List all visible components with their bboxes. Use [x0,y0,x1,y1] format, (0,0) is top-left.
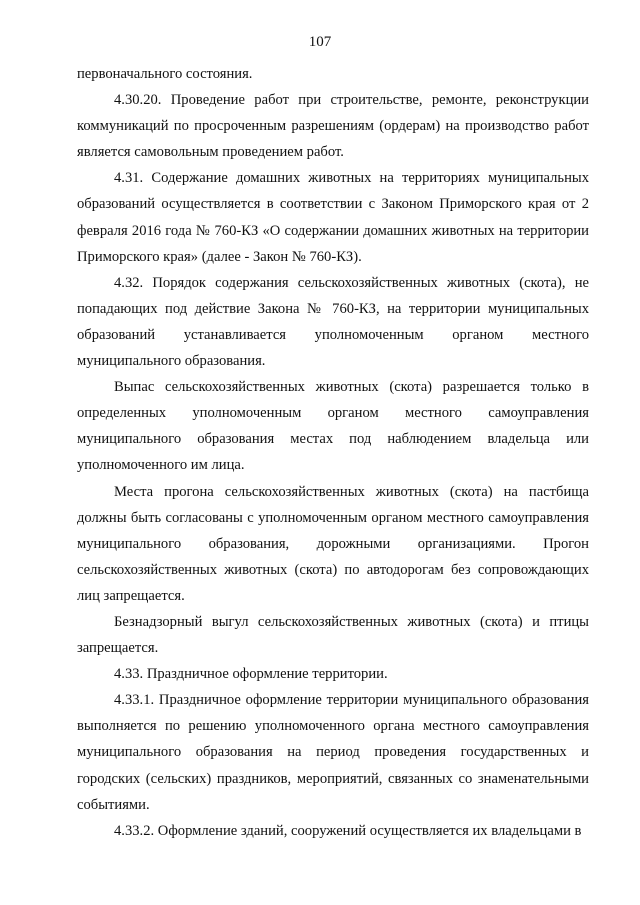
paragraph-4-33-1: 4.33.1. Праздничное оформление территории муниципального образования выполняется по решению уполномоченного органа местного самоуправления муниципального образования на период проведения государственных и городских (сельских) праздников, мероприятий, связанных со знаменательными событиями. [77,692,589,813]
document-body [77,61,589,844]
paragraph-unattended-walking: Безнадзорный выгул сельскохозяйственных животных (скота) и птицы запрещается. [77,613,589,657]
paragraph-4-33: 4.33. Праздничное оформление территории. [114,666,388,683]
paragraph-grazing: Выпас сельскохозяйственных животных (скота) разрешается только в определенных уполномоченным органом местного самоуправления муниципального образования местах под наблюдением владельца или уполномоченного им лица. [77,379,589,474]
paragraph-driving-routes: Места прогона сельскохозяйственных животных (скота) на пастбища должны быть согласованы с уполномоченным органом местного самоуправления муниципального образования, дорожными организациями. Прогон сельскохозяйственных животных (скота) по автодорогам без сопровождающих лиц запрещается. [77,483,589,604]
paragraph-4-33-2: 4.33.2. Оформление зданий, сооружений осуществляется их владельцами в [114,822,582,839]
paragraph-4-32: 4.32. Порядок содержания сельскохозяйственных животных (скота), не попадающих под действие Закона № 760-КЗ, на территории муниципальных образований устанавливается уполномоченным органом местного муниципального образования. [77,274,589,370]
paragraph-4-31: 4.31. Содержание домашних животных на территориях муниципальных образований осуществляется в соответствии с Законом Приморского края от 2 февраля 2016 года № 760-КЗ «О содержании домашних животных на территории Приморского края» (далее - Закон № 760-КЗ). [77,170,589,265]
page-number: 107 [308,34,332,50]
paragraph-4-30-20: 4.30.20. Проведение работ при строительстве, ремонте, реконструкции коммуникаций по просроченным разрешениям (ордерам) на производство работ является самовольным проведением работ. [77,92,589,161]
paragraph-continuation: первоначального состояния. [77,66,253,82]
